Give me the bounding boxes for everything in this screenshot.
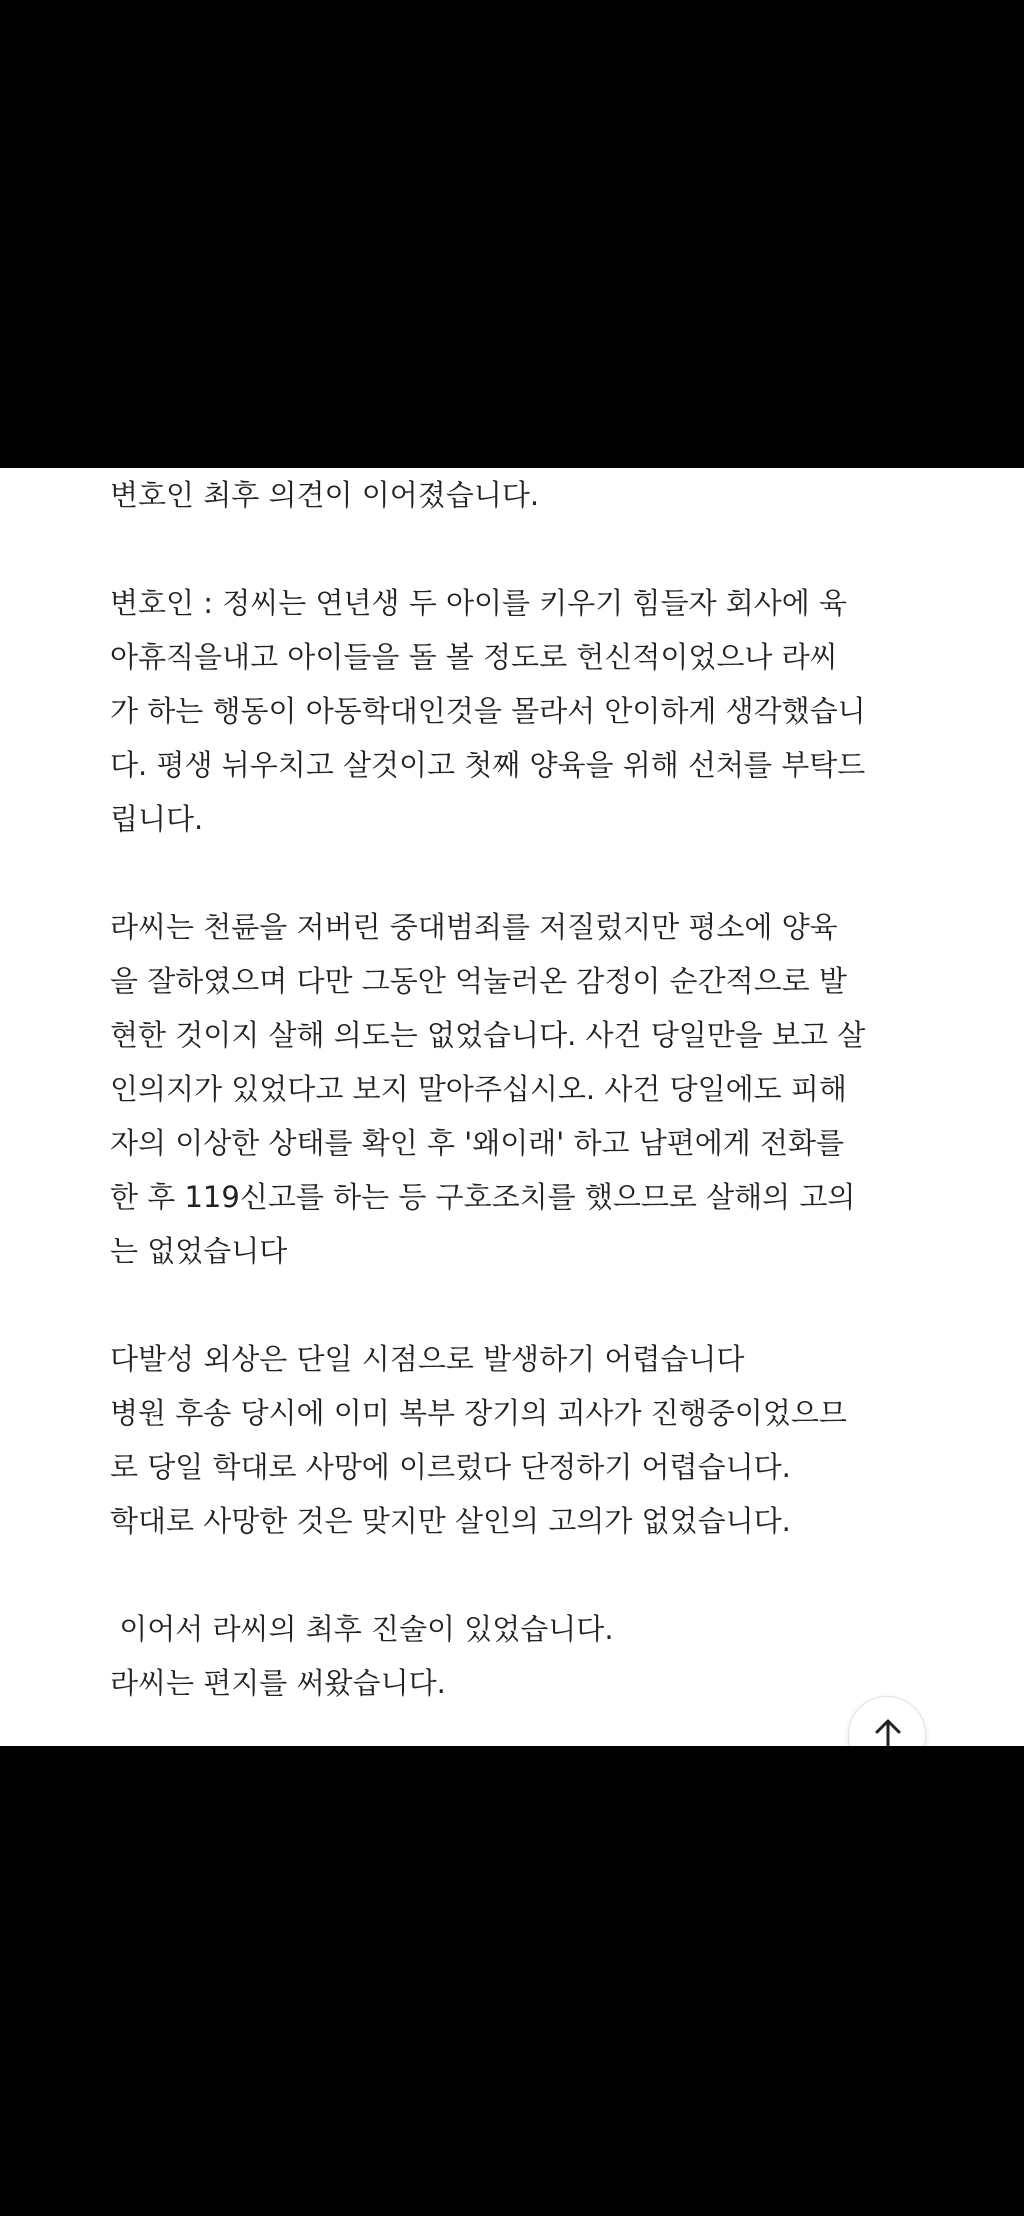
text-line: 현한 것이지 살해 의도는 없었습니다. 사건 당일만을 보고 살: [110, 1018, 866, 1052]
text-line: 다발성 외상은 단일 시점으로 발생하기 어렵습니다: [110, 1342, 745, 1376]
text-line: 변호인 : 정씨는 연년생 두 아이를 키우기 힘들자 회사에 육: [110, 586, 848, 620]
text-line: 병원 후송 당시에 이미 복부 장기의 괴사가 진행중이었으므: [110, 1396, 847, 1430]
text-line: 을 잘하였으며 다만 그동안 억눌러온 감정이 순간적으로 발: [110, 964, 847, 998]
top-black-bar: [0, 0, 1024, 468]
text-line: 립니다.: [110, 802, 204, 836]
article-viewport: [0, 468, 1024, 1746]
text-line: 변호인 최후 의견이 이어졌습니다.: [110, 478, 540, 512]
text-line: 한 후 119신고를 하는 등 구호조치를 했으므로 살해의 고의: [110, 1180, 856, 1214]
paragraph-intro: [110, 468, 930, 522]
text-line: 아휴직을내고 아이들을 돌 볼 정도로 헌신적이었으나 라씨: [110, 640, 838, 674]
paragraph-injuries: [110, 1332, 930, 1548]
text-line: 가 하는 행동이 아동학대인것을 몰라서 안이하게 생각했습니: [110, 694, 866, 728]
text-line: 로 당일 학대로 사망에 이르렀다 단정하기 어렵습니다.: [110, 1450, 791, 1484]
text-line: 는 없었습니다: [110, 1234, 288, 1268]
bottom-black-bar: [0, 1746, 1024, 2216]
article-body: [110, 468, 930, 1710]
text-line: 자의 이상한 상태를 확인 후 '왜이래' 하고 남편에게 전화를: [110, 1126, 845, 1160]
text-line: 인의지가 있었다고 보지 말아주십시오. 사건 당일에도 피해: [110, 1072, 847, 1106]
text-line: 학대로 사망한 것은 맞지만 살인의 고의가 없었습니다.: [110, 1504, 791, 1538]
text-line: 다. 평생 뉘우치고 살것이고 첫째 양육을 위해 선처를 부탁드: [110, 748, 866, 782]
text-line: 라씨는 편지를 써왔습니다.: [110, 1666, 446, 1700]
text-line: 라씨는 천륜을 저버린 중대범죄를 저질렀지만 평소에 양육: [110, 910, 838, 944]
paragraph-defense-lawyer: [110, 576, 930, 846]
paragraph-ra-defense: [110, 900, 930, 1278]
text-line: 이어서 라씨의 최후 진술이 있었습니다.: [110, 1612, 614, 1646]
paragraph-final-statement: [110, 1602, 930, 1710]
